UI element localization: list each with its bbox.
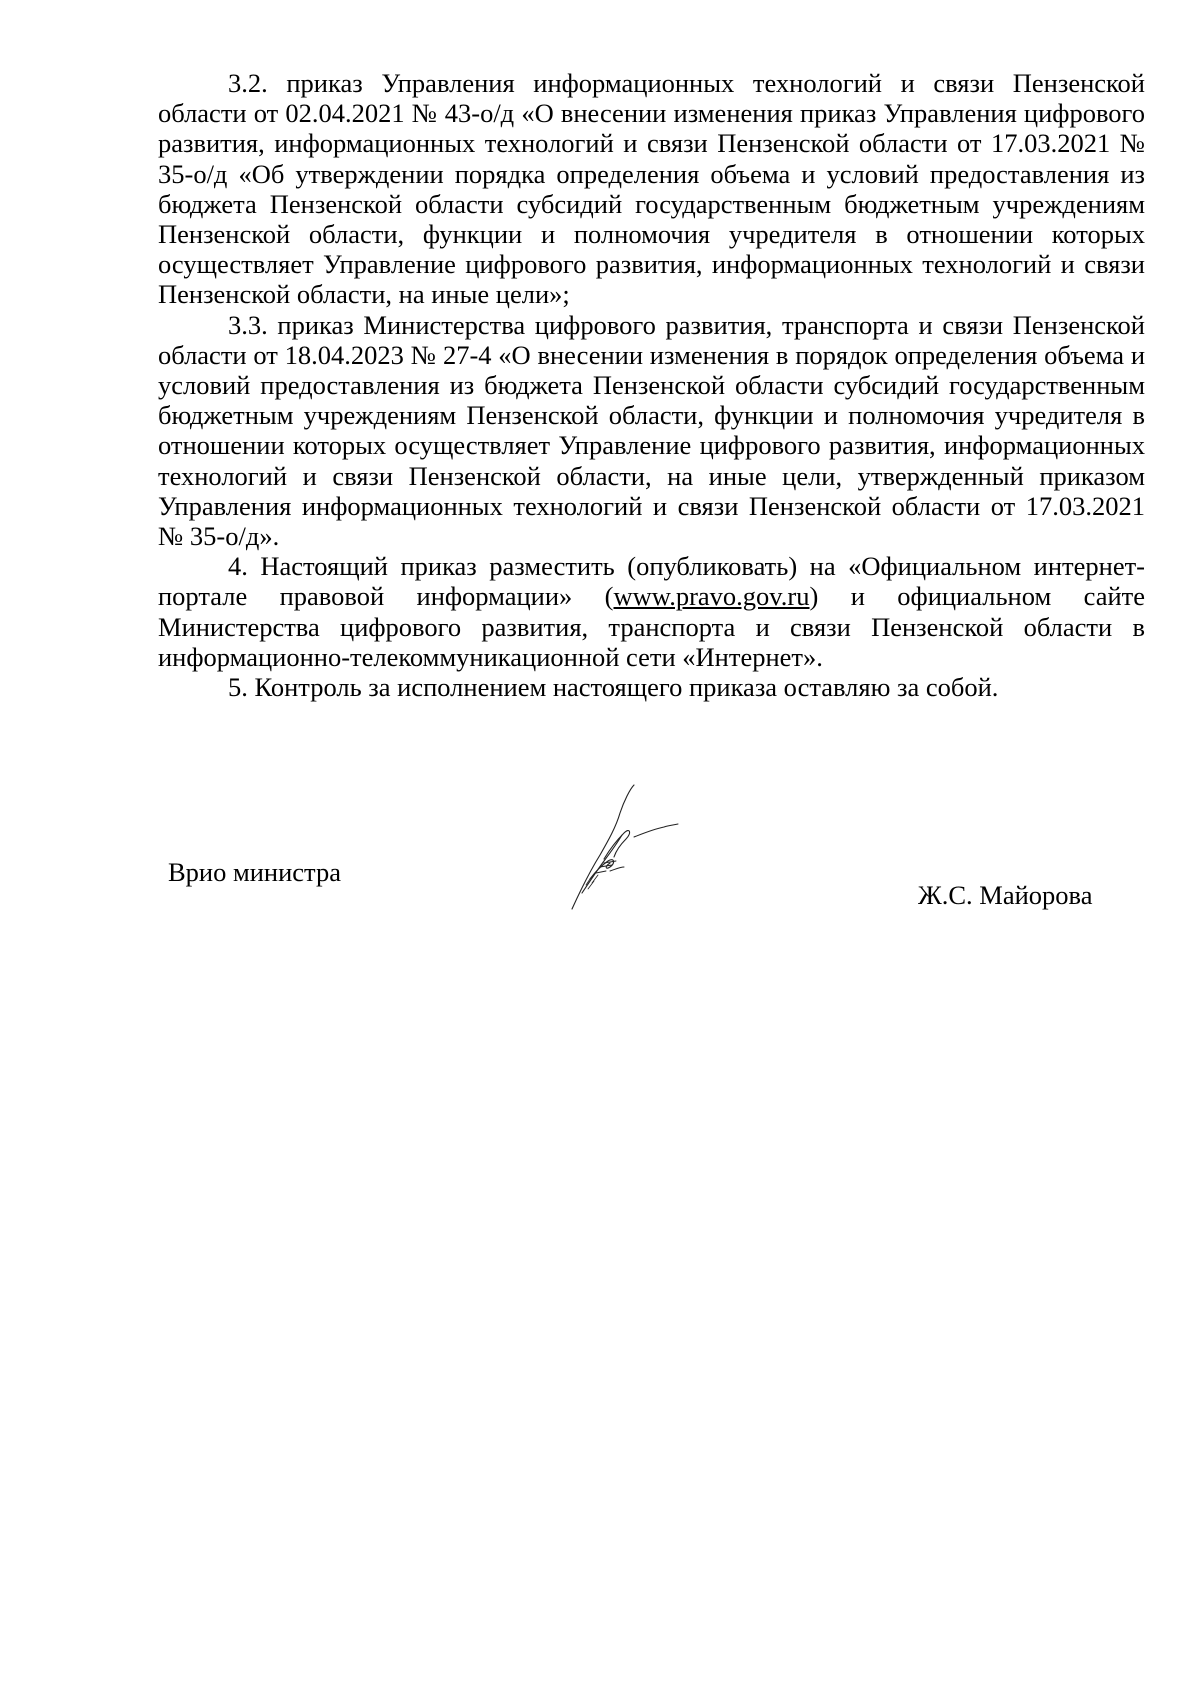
signatory-name: Ж.С. Майорова (918, 880, 1093, 910)
paragraph-4-text-end: ) и официальном сайте Министерства цифрового развития, транспорта и связи Пензенской области в информационно-телекоммуникационной сети «Интернет». (158, 581, 1145, 672)
paragraph-5: 5. Контроль за исполнением настоящего приказа оставляю за собой. (228, 672, 999, 703)
paragraph-3-2: 3.2. приказ Управления информационных технологий и связи Пензенской области от 02.04.2021 № 43-о/д «О внесении изменения приказ Управления цифрового развития, информационных технологий и связи Пензенской области от 17.03.2021 № 35-о/д «Об утверждении порядка определения объема и условий предоставления из бюджета Пензенской области субсидий государственным бюджетным учреждениям Пензенской области, функции и полномочия учредителя в отношении которых осуществляет Управление цифрового развития, информационных технологий и связи Пензенской области, на иные цели»; (158, 68, 1145, 310)
paragraph-4-text-start: 4. Настоящий приказ разместить (опубликовать) на «Официальном интернет-портале правовой информации» ( (158, 551, 1145, 612)
document-body (158, 68, 1145, 702)
pravo-link[interactable]: www.pravo.gov.ru (613, 581, 810, 612)
paragraph-3-3: 3.3. приказ Министерства цифрового развития, транспорта и связи Пензенской области от 18.04.2023 № 27-4 «О внесении изменения в порядок определения объема и условий предоставления из бюджета Пензенской области субсидий государственным бюджетным учреждениям Пензенской области, функции и полномочия учредителя в отношении которых осуществляет Управление цифрового развития, информационных технологий и связи Пензенской области, на иные цели, утвержденный приказом Управления информационных технологий и связи Пензенской области от 17.03.2021 № 35-о/д». (158, 309, 1145, 552)
paragraph-4 (158, 551, 1145, 672)
handwritten-signature (560, 775, 700, 915)
signatory-position: Врио министра (168, 857, 341, 887)
